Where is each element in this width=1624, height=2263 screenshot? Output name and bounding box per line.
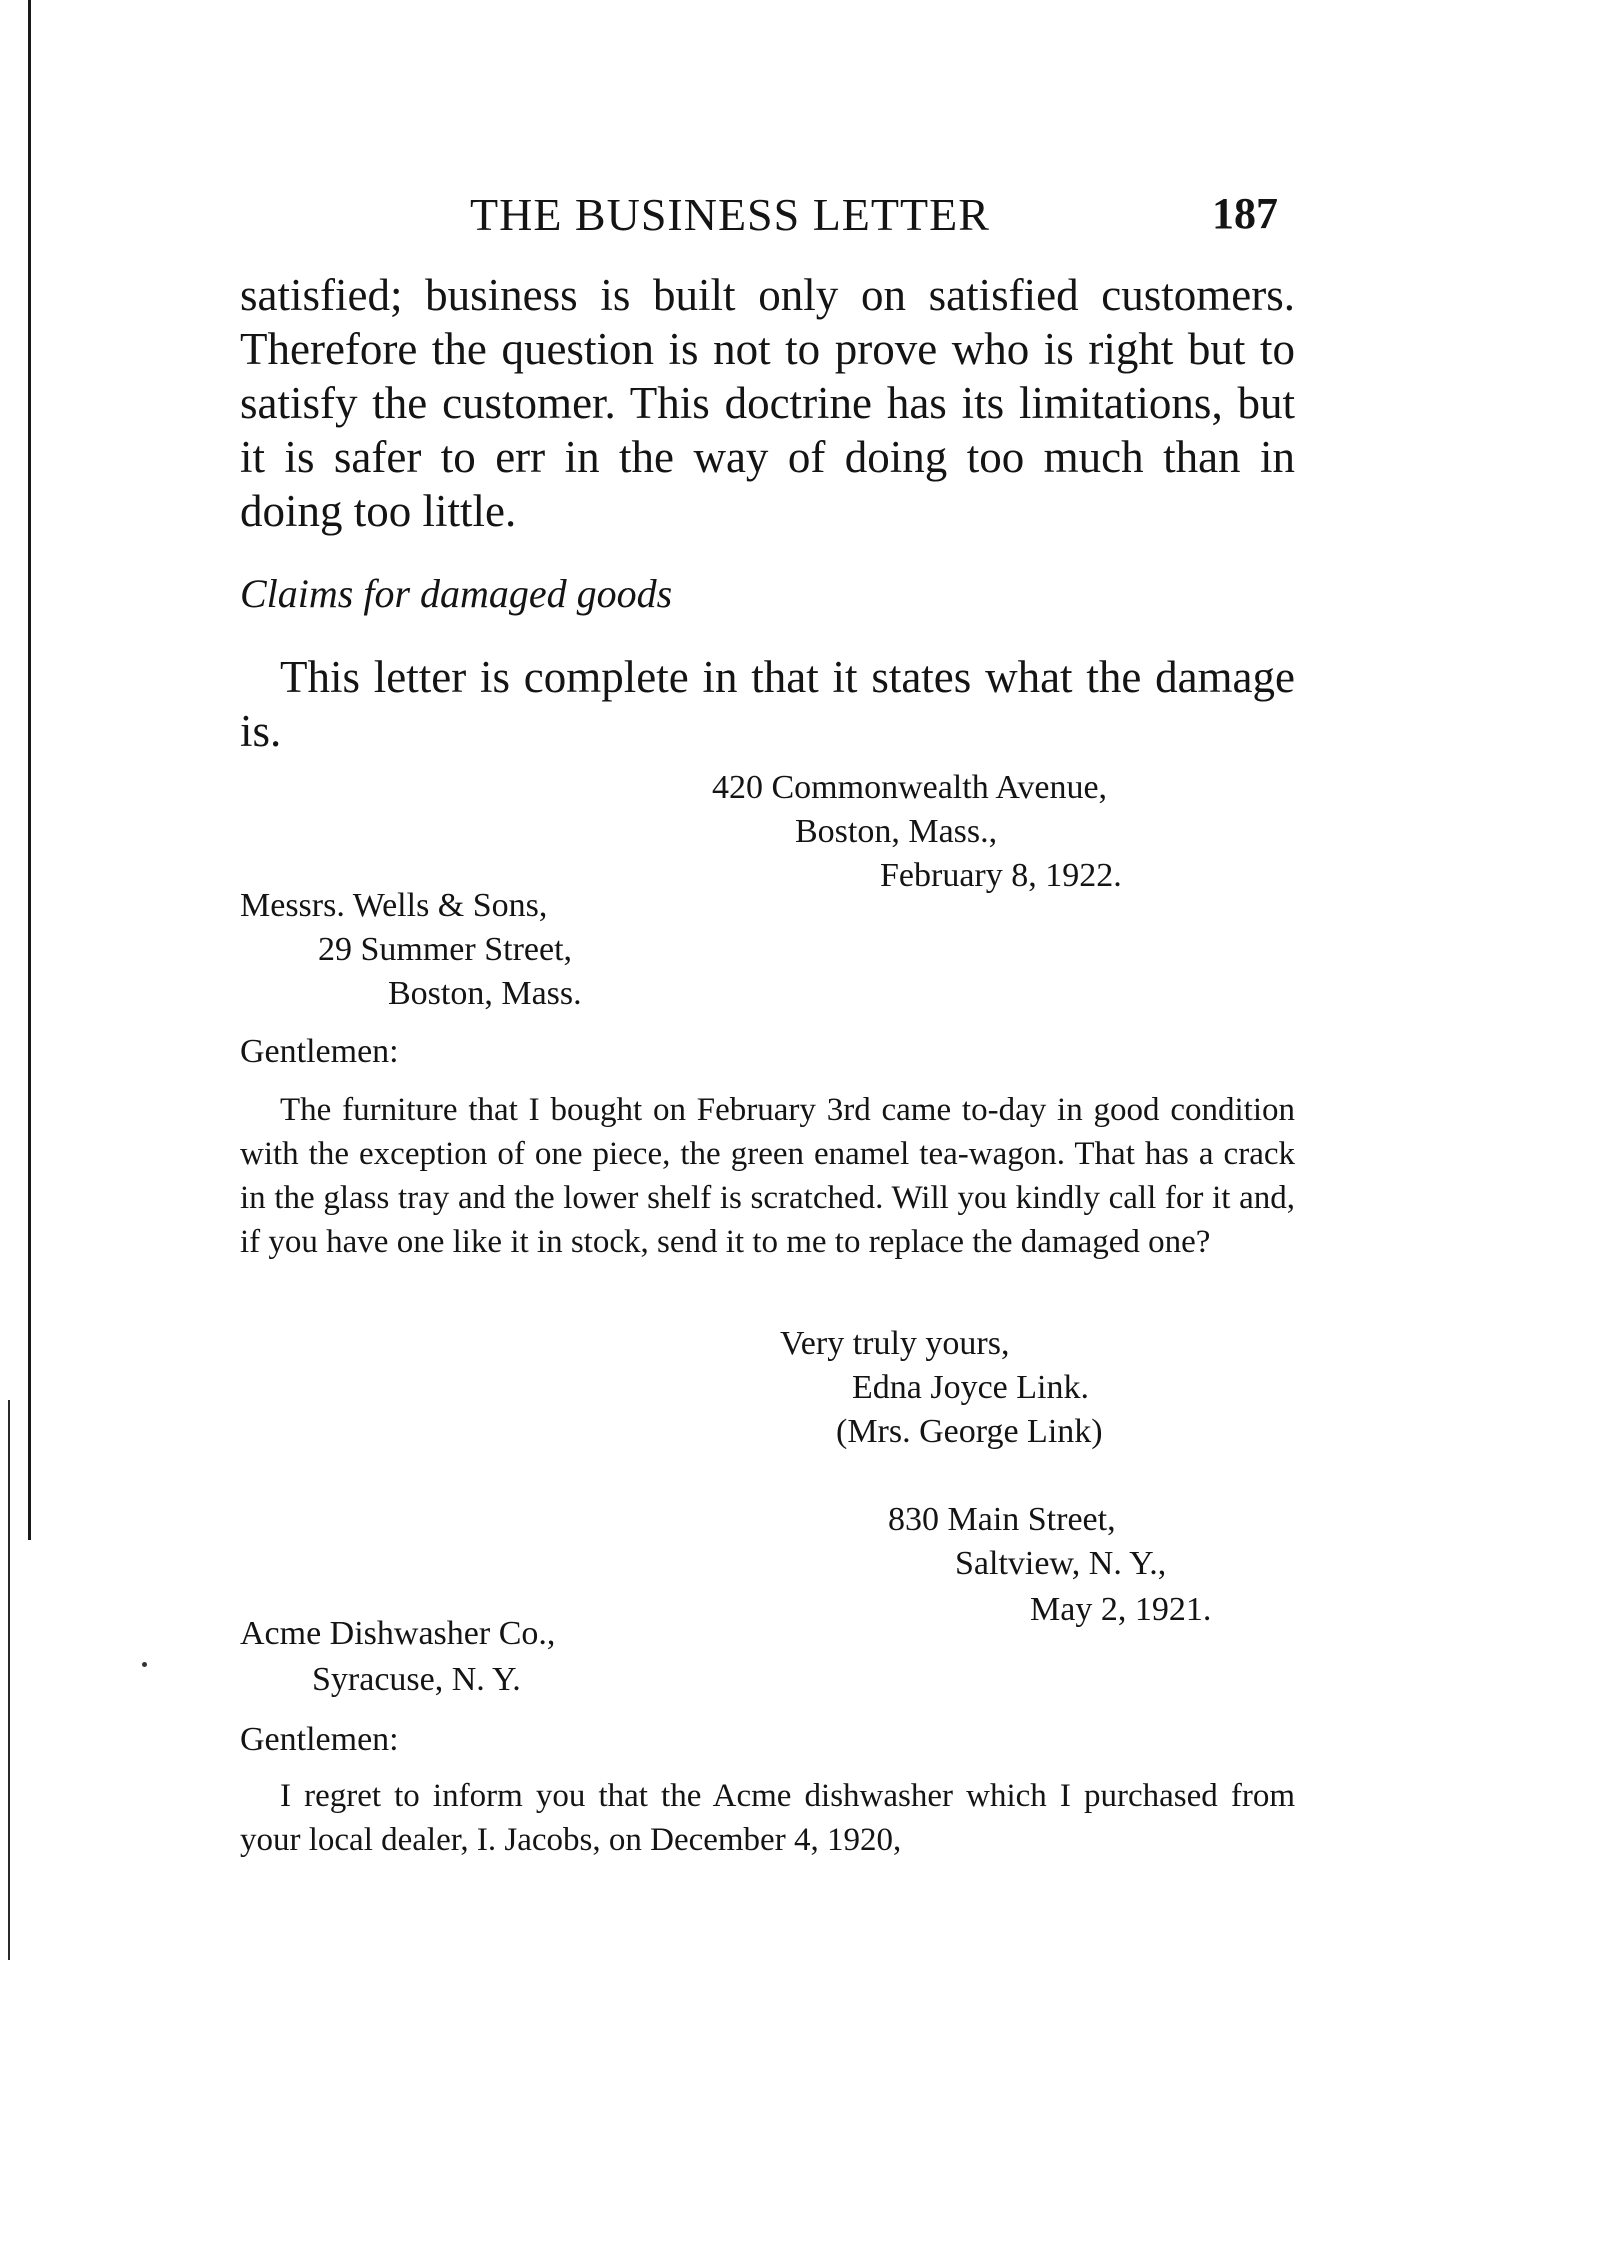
intro-paragraph: This letter is complete in that it states what the damage is. xyxy=(240,652,1295,756)
continued-paragraph: satisfied; business is built only on satisfied customers. Therefore the question is not to prove who is right but to satisfy the customer. This doctrine has its limitations, but it is safer to err in the way of doing too much than in doing too little. xyxy=(240,270,1295,536)
letter-1-recipient-line-1: Messrs. Wells & Sons, xyxy=(240,887,548,924)
letter-1-closing: Very truly yours, xyxy=(780,1325,1010,1362)
letter-1-sender-line-2: Boston, Mass., xyxy=(795,813,998,850)
running-head-title: THE BUSINESS LETTER xyxy=(470,189,990,240)
letter-1-signature: Edna Joyce Link. xyxy=(852,1369,1089,1406)
letter-1-date: February 8, 1922. xyxy=(880,857,1122,894)
letter-1-recipient-line-3: Boston, Mass. xyxy=(388,975,582,1012)
letter-2-recipient-line-2: Syracuse, N. Y. xyxy=(312,1661,521,1698)
letter-2-body: I regret to inform you that the Acme dishwasher which I purchased from your local dealer, I. Jacobs, on December 4, 1920, xyxy=(240,1778,1295,1858)
binding-edge-lower xyxy=(8,1400,10,1960)
scan-speck xyxy=(142,1662,147,1667)
letter-2-salutation: Gentlemen: xyxy=(240,1721,399,1758)
page-number: 187 xyxy=(1212,189,1278,238)
binding-edge xyxy=(28,0,31,1540)
letter-2-sender-line-1: 830 Main Street, xyxy=(888,1501,1116,1538)
letter-1-salutation: Gentlemen: xyxy=(240,1033,399,1070)
letter-2-date: May 2, 1921. xyxy=(1030,1591,1212,1628)
section-heading: Claims for damaged goods xyxy=(240,571,673,616)
letter-1-recipient-line-2: 29 Summer Street, xyxy=(318,931,573,968)
letter-1-signature-note: (Mrs. George Link) xyxy=(836,1413,1103,1450)
letter-2-sender-line-2: Saltview, N. Y., xyxy=(955,1545,1167,1582)
letter-1-body: The furniture that I bought on February 3rd came to-day in good condition with the exception of one piece, the green enamel tea-wagon. That has a crack in the glass tray and the lower shelf is scratched. Will you kindly call for it and, if you have one like it in stock, send it to me to replace the damaged one? xyxy=(240,1092,1295,1260)
letter-2-recipient-line-1: Acme Dishwasher Co., xyxy=(240,1615,556,1652)
letter-1-sender-line-1: 420 Commonwealth Avenue, xyxy=(712,769,1108,806)
